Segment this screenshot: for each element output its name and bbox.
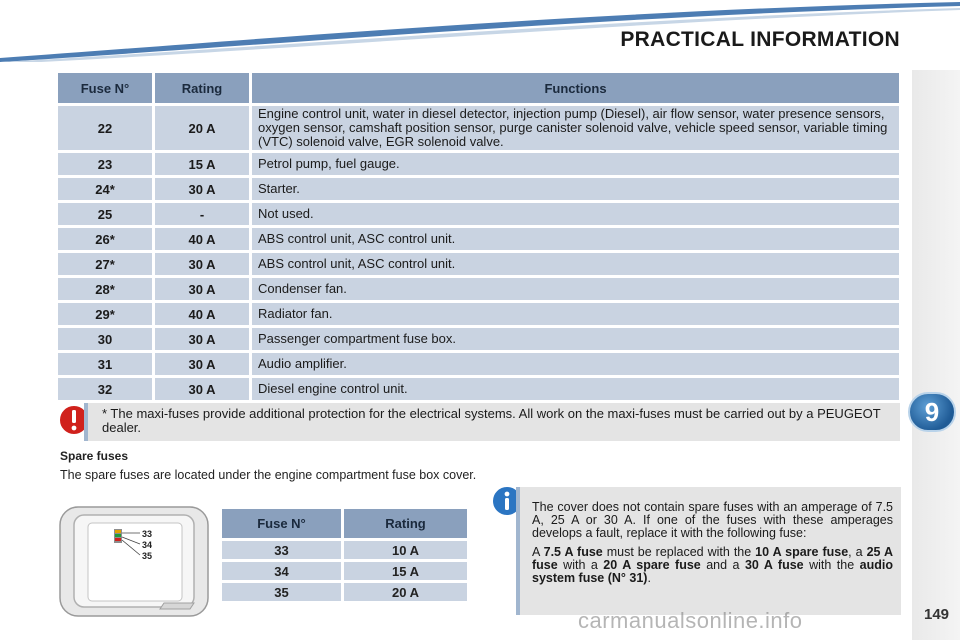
fuse-number-cell: 27*: [58, 253, 155, 275]
info-text: .: [647, 571, 651, 585]
functions-cell: Starter.: [252, 178, 902, 200]
spare-fuses-heading: Spare fuses: [60, 449, 129, 463]
fusebox-label-34: 34: [142, 540, 153, 550]
fuse-number-cell: 32: [58, 378, 155, 400]
chapter-badge[interactable]: 9: [908, 392, 956, 432]
fusebox-label-35: 35: [142, 551, 153, 561]
fuse-number-cell: 31: [58, 353, 155, 375]
rating-cell: 30 A: [155, 253, 252, 275]
table-row: [58, 278, 902, 300]
functions-cell: ABS control unit, ASC control unit.: [252, 228, 902, 250]
fuse-table-body: [58, 106, 902, 400]
fusebox-illustration: [58, 505, 210, 618]
table-row: [58, 228, 902, 250]
fuse-number-cell: 24*: [58, 178, 155, 200]
spare-fuses-text: The spare fuses are located under the engine compartment fuse box cover.: [60, 468, 477, 482]
spare-table-header-row: [222, 509, 470, 538]
rating-cell: 30 A: [155, 178, 252, 200]
rating-cell: 20 A: [155, 106, 252, 150]
fuse-number-cell: 23: [58, 153, 155, 175]
info-text: with a: [557, 558, 604, 572]
functions-cell: Not used.: [252, 203, 902, 225]
spare-rating-cell: 20 A: [344, 583, 470, 601]
info-text: , a: [848, 545, 867, 559]
table-row: [222, 562, 470, 580]
chapter-sidebar: [912, 70, 960, 640]
table-row: [58, 303, 902, 325]
table-row: [222, 583, 470, 601]
functions-cell: Petrol pump, fuel gauge.: [252, 153, 902, 175]
info-text: and a: [700, 558, 745, 572]
table-row: [222, 541, 470, 559]
spare-fuse-number-cell: 35: [222, 583, 344, 601]
table-row: [58, 153, 902, 175]
fuse-number-cell: 25: [58, 203, 155, 225]
info-bold: 30 A fuse: [744, 558, 804, 572]
fuse-table: [58, 70, 902, 403]
spare-rating-cell: 10 A: [344, 541, 470, 559]
fuse-number-cell: 26*: [58, 228, 155, 250]
rating-cell: 15 A: [155, 153, 252, 175]
info-text: A: [532, 545, 544, 559]
functions-cell: Audio amplifier.: [252, 353, 902, 375]
column-header-rating: Rating: [155, 73, 252, 103]
warning-note: * The maxi-fuses provide additional protection for the electrical systems. All work on the maxi-fuses must be carried out by a PEUGEOT dealer.: [84, 403, 900, 441]
rating-cell: 30 A: [155, 353, 252, 375]
watermark: carmanualsonline.info: [578, 608, 803, 633]
spare-fuse-number-cell: 33: [222, 541, 344, 559]
info-note-paragraph-1: The cover does not contain spare fuses with an amperage of 7.5 A, 25 A or 30 A. If one of the fuses with these amperages develops a fault, replace it with the following fuse:: [532, 500, 893, 540]
functions-cell: Diesel engine control unit.: [252, 378, 902, 400]
info-text: with the: [803, 558, 860, 572]
page-header: [0, 0, 960, 62]
page-number: 149: [924, 606, 950, 623]
table-row: [58, 203, 902, 225]
table-row: [58, 353, 902, 375]
functions-cell: ABS control unit, ASC control unit.: [252, 253, 902, 275]
spare-fuse-table: [222, 506, 470, 604]
table-row: [58, 328, 902, 350]
info-bold: audio system fuse (N° 31): [532, 558, 893, 585]
info-text: must be replaced with the: [602, 545, 756, 559]
rating-cell: 30 A: [155, 328, 252, 350]
info-note-paragraph-2: [532, 546, 893, 585]
rating-cell: 40 A: [155, 303, 252, 325]
spare-column-header-rating: Rating: [344, 509, 470, 538]
column-header-fuse: Fuse N°: [58, 73, 155, 103]
functions-cell: Passenger compartment fuse box.: [252, 328, 902, 350]
fusebox-label-33: 33: [142, 529, 153, 539]
spare-rating-cell: 15 A: [344, 562, 470, 580]
spare-table-body: [222, 541, 470, 601]
table-row: [58, 106, 902, 150]
rating-cell: 30 A: [155, 378, 252, 400]
functions-cell: Engine control unit, water in diesel detector, injection pump (Diesel), air flow sensor, water presence sensors, oxygen sensor, camshaft position sensor, purge canister solenoid valve, vehicle speed sensor, variable timing (VTC) solenoid valve, EGR solenoid valve.: [252, 106, 902, 150]
fuse-number-cell: 30: [58, 328, 155, 350]
fuse-number-cell: 28*: [58, 278, 155, 300]
info-bold: 7.5 A fuse: [543, 545, 603, 559]
table-header-row: [58, 73, 902, 103]
column-header-functions: Functions: [252, 73, 902, 103]
rating-cell: 40 A: [155, 228, 252, 250]
fuse-number-cell: 22: [58, 106, 155, 150]
table-row: [58, 253, 902, 275]
spare-fuse-number-cell: 34: [222, 562, 344, 580]
info-note: [516, 487, 901, 615]
fuse-number-cell: 29*: [58, 303, 155, 325]
page-title: PRACTICAL INFORMATION: [620, 28, 900, 51]
info-bold: 10 A spare fuse: [755, 545, 849, 559]
functions-cell: Condenser fan.: [252, 278, 902, 300]
table-row: [58, 178, 902, 200]
rating-cell: 30 A: [155, 278, 252, 300]
functions-cell: Radiator fan.: [252, 303, 902, 325]
rating-cell: -: [155, 203, 252, 225]
table-row: [58, 378, 902, 400]
info-bold: 20 A spare fuse: [603, 558, 701, 572]
info-bold: 25 A fuse: [532, 545, 894, 572]
spare-column-header-fuse: Fuse N°: [222, 509, 344, 538]
